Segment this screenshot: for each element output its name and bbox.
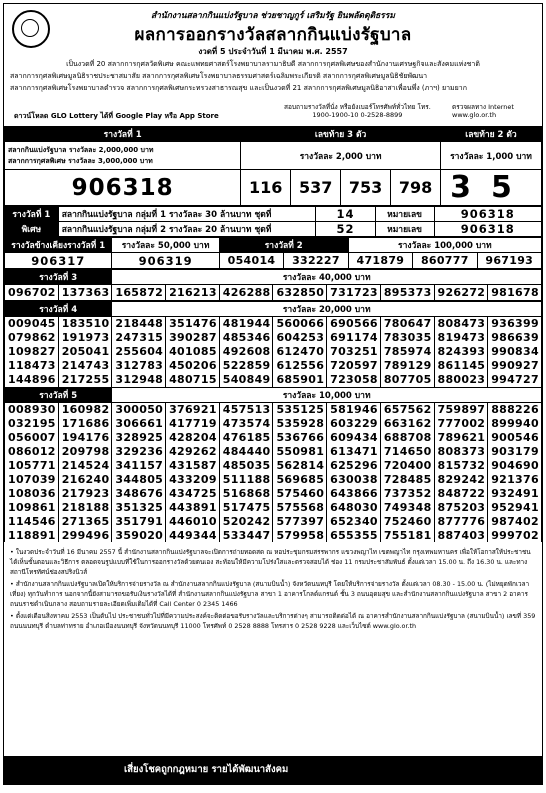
prize-number: 344805	[112, 472, 166, 486]
prize-number: 926272	[434, 285, 488, 301]
prize-number: 428204	[166, 430, 220, 444]
prize3-label: รางวัลที่ 3	[5, 270, 112, 285]
app-promo: ดาวน์โหลด GLO Lottery ได้ที่ Google Play หรือ App Store	[14, 112, 219, 120]
prize-number: 520242	[219, 514, 273, 528]
prize4-table	[4, 301, 542, 387]
prize-number: 652340	[327, 514, 381, 528]
prize-number: 903179	[488, 444, 542, 458]
prize-number: 433209	[166, 472, 220, 486]
prize-number: 752460	[380, 514, 434, 528]
prize-number: 209798	[58, 444, 112, 458]
page-title: ผลการออกรางวัลสลากกินแบ่งรัฐบาล	[134, 25, 412, 45]
prize-number: 009045	[5, 317, 59, 331]
prize-number: 328925	[112, 430, 166, 444]
prize-number: 105771	[5, 458, 59, 472]
prize-number: 575460	[273, 486, 327, 500]
notes-section	[4, 542, 542, 631]
inquiry-box	[284, 103, 431, 119]
special-row2-set: 52	[316, 222, 375, 237]
prize-number: 609434	[327, 430, 381, 444]
prize-number: 312783	[112, 359, 166, 373]
prize-number: 205041	[58, 345, 112, 359]
prize-number: 880023	[434, 373, 488, 387]
prize-number: 999702	[488, 528, 542, 542]
note-item: • ในงวดประจำวันที่ 16 มีนาคม 2557 นี้ สำนักงานสลากกินแบ่งรัฐบาลจะเปิดการถ่ายทอดสด ณ หอประชุมกรมสรรพากร แขวงพญาไท เขตพญาไท กรุงเทพมหานคร เพื่อให้โอกาสให้ประชาชนได้เห็นขั้นตอนและวิธีการ ตลอดจนรูปแบบที่ใช้ในการออกรางวัลด้วยตนเอง สะท้อนให้มีความโปร่งใสและตรวจสอบได้ ช่อง 11 กรมประชาสัมพันธ์ ตั้งแต่เวลา 15.00 น. ถึง 16.30 น. และทางสถานีโทรทัศน์ช่องสปริงนิวส์	[10, 548, 531, 576]
first-prize-amount-b: สลากการกุศลพิเศษ รางวัลละ 3,000,000 บาท	[8, 156, 153, 165]
note-item: • ตั้งแต่เดือนสิงหาคม 2553 เป็นต้นไป ประชาชนทั่วไปที่มีความประสงค์จะติดต่อขอรับรางวัลและบริการต่างๆ สามารถติดต่อได้ ณ อาคารสำนักงานสลากกินแบ่งรัฐบาล (สนามบินน้ำ) เลขที่ 359 ถนนนนทบุรี ตำบลท่าทราย อำเภอเมืองนนทบุรี จังหวัดนนทบุรี 11000 โทรศัพท์ 0 2528 8888 โทรสาร 0 2528 9228 และเว็บไซต์ www.glo.or.th	[10, 612, 536, 630]
prize-number: 731723	[327, 285, 381, 301]
prize-number: 936399	[488, 317, 542, 331]
prize-number: 480715	[166, 373, 220, 387]
inquiry-label: สอบถามรางวัลที่นั่ง หรือยังเบอร์โทรศัพท์ทั่วไทย โทร.	[284, 103, 431, 111]
prize-number: 990834	[488, 345, 542, 359]
prize4-amount: รางวัลละ 20,000 บาท	[112, 302, 542, 317]
prize-number: 657562	[380, 402, 434, 416]
prize-number: 723058	[327, 373, 381, 387]
two-digit-number: 35	[441, 170, 542, 206]
prize-number: 714650	[380, 444, 434, 458]
prize-number: 550981	[273, 444, 327, 458]
special-row1-text: สลากกินแบ่งรัฐบาล กลุ่มที่ 1 รางวัลละ 30 ล้านบาท ชุดที่	[58, 207, 316, 222]
three-digit-label: เลขท้าย 3 ตัว	[241, 127, 441, 142]
prize-number: 485346	[219, 331, 273, 345]
charity-line-2: สลากการกุศลพิเศษมูลนิธิราชประชาสมาสัย สลากการกุศลพิเศษโรงพยาบาลธรรมศาสตร์เฉลิมพระเกียรติ สลากการกุศลพิเศษมูลนิธิชัยพัฒนา	[10, 72, 428, 80]
prize-number: 789621	[434, 430, 488, 444]
prize-number: 577397	[273, 514, 327, 528]
prize-number: 511188	[219, 472, 273, 486]
prize-number: 359020	[112, 528, 166, 542]
prize-number: 299496	[58, 528, 112, 542]
prize-number: 900546	[488, 430, 542, 444]
number-row	[5, 486, 542, 500]
prize-number: 484440	[219, 444, 273, 458]
prize-number: 780647	[380, 317, 434, 331]
prize3-table	[4, 269, 542, 301]
number-row	[5, 458, 542, 472]
prize-number: 032195	[5, 416, 59, 430]
number-row	[5, 373, 542, 387]
number-row	[5, 430, 542, 444]
prize-number: 808473	[434, 317, 488, 331]
number-row	[5, 444, 542, 458]
prize-number: 824393	[434, 345, 488, 359]
prize-number: 481944	[219, 317, 273, 331]
prize-number: 300050	[112, 402, 166, 416]
prize3-amount: รางวัลละ 40,000 บาท	[112, 270, 542, 285]
prize-number: 431587	[166, 458, 220, 472]
note-text: ในงวดประจำวันที่ 16 มีนาคม 2557 นี้ สำนักงานสลากกินแบ่งรัฐบาลจะเปิดการถ่ายทอดสด ณ หอประชุมกรมสรรพากร แขวงพญาไท เขตพญาไท กรุงเทพมหานคร เพื่อให้โอกาสให้ประชาชนได้เห็นขั้นตอนและวิธีการ ตลอดจนรูปแบบที่ใช้ในการออกรางวัลด้วยตนเอง สะท้อนให้มีความโปร่งใสและตรวจสอบได้ ช่อง 11 กรมประชาสัมพันธ์ ตั้งแต่เวลา 15.00 น. ถึง 16.30 น. และทางสถานีโทรทัศน์ช่องสปริงนิวส์	[10, 548, 531, 576]
prize-number: 952941	[488, 500, 542, 514]
note-item: • สำนักงานสลากกินแบ่งรัฐบาลเปิดให้บริการจ่ายรางวัล ณ สำนักงานสลากกินแบ่งรัฐบาล (สนามบินน้ำ) จังหวัดนนทบุรี โดยให้บริการจ่ายรางวัล ตั้งแต่เวลา 08.30 - 15.00 น. (ไม่หยุดพักเวลาเที่ยง) ทุกวันทำการ นอกจากนี้ยังสามารถขอรับเงินรางวัลได้ที่ สำนักงานสลากกินแบ่งรัฐบาล สาขา 1 อาคารโกลด์แกรนด์ ชั้น 3 ถนนอุดมสุข และสำนักงานสลากกินแบ่งรัฐบาล สาขา 2 อาคาร ถนนราชดำเนินกลาง สอบถามรายละเอียดเพิ่มเติมได้ที่ Call Center 0 2345 1466	[10, 580, 530, 608]
prize-number: 216240	[58, 472, 112, 486]
prize-number: 861145	[434, 359, 488, 373]
prize-number: 171686	[58, 416, 112, 430]
prize-number: 191973	[58, 331, 112, 345]
prize-number: 271365	[58, 514, 112, 528]
special-row2-num-label: หมายเลข	[375, 222, 434, 237]
prize-number: 575568	[273, 500, 327, 514]
prize-number: 351791	[112, 514, 166, 528]
prize-number: 247315	[112, 331, 166, 345]
prize-number: 348676	[112, 486, 166, 500]
number-row	[5, 514, 542, 528]
prize-number: 217923	[58, 486, 112, 500]
prize-number: 216213	[166, 285, 220, 301]
prize-number: 218188	[58, 500, 112, 514]
prize-number: 114546	[5, 514, 59, 528]
prize-number: 109827	[5, 345, 59, 359]
three-digit-number: 753	[341, 170, 391, 206]
prize-number: 329236	[112, 444, 166, 458]
web-url[interactable]: www.glo.or.th	[452, 111, 497, 119]
prize-number: 688708	[380, 430, 434, 444]
first-prize-label: รางวัลที่ 1	[5, 127, 241, 142]
prize-number: 390287	[166, 331, 220, 345]
prize-number: 341157	[112, 458, 166, 472]
prize-number: 306661	[112, 416, 166, 430]
inquiry-phone: 1900-1900-10 0-2528-8899	[312, 111, 403, 119]
prize-number: 183510	[58, 317, 112, 331]
nearby-label: รางวัลข้างเคียงรางวัลที่ 1	[5, 238, 112, 253]
prize-number: 457513	[219, 402, 273, 416]
prize-number: 426288	[219, 285, 273, 301]
prize-number: 807705	[380, 373, 434, 387]
prize-number: 630038	[327, 472, 381, 486]
draw-date: งวดที่ 5 ประจำวันที่ 1 มีนาคม พ.ศ. 2557	[198, 47, 348, 56]
number-row	[5, 359, 542, 373]
prize-number: 214524	[58, 458, 112, 472]
footer-slogan: เสี่ยงโชคถูกกฎหมาย รายได้พัฒนาสังคม	[4, 756, 542, 784]
prize-number: 581946	[327, 402, 381, 416]
special-row1-num-label: หมายเลข	[375, 207, 434, 222]
charity-line-1: เป็นงวดที่ 20 สลากการกุศลวัดพิเศษ คณะแพทยศาสตร์โรงพยาบาลรามาธิบดี สลากการกุศลพิเศษของสำนักงานเศรษฐกิจและสังคมแห่งชาติ	[66, 60, 480, 68]
prize-number: 655355	[327, 528, 381, 542]
prize-number: 848722	[434, 486, 488, 500]
prize2-label: รางวัลที่ 2	[219, 238, 348, 253]
prize-number: 108036	[5, 486, 59, 500]
prize-number: 376921	[166, 402, 220, 416]
prize5-table	[4, 387, 542, 543]
prize2-number: 054014	[219, 253, 283, 269]
prize-number: 536766	[273, 430, 327, 444]
two-digit-label: เลขท้าย 2 ตัว	[441, 127, 542, 142]
prize-number: 819473	[434, 331, 488, 345]
three-digit-number: 537	[291, 170, 341, 206]
prize-number: 728485	[380, 472, 434, 486]
prize4-label: รางวัลที่ 4	[5, 302, 112, 317]
prize-number: 932491	[488, 486, 542, 500]
prize2-number: 967193	[477, 253, 541, 269]
org-line: สำนักงานสลากกินแบ่งรัฐบาล ช่วยชาญกูร์ เสริมรัฐ ยินพลัดดุติธรรม	[150, 11, 396, 21]
special-label-a: รางวัลที่ 1	[5, 207, 59, 222]
prize-number: 703251	[327, 345, 381, 359]
prize-number: 194176	[58, 430, 112, 444]
prize-number: 449344	[166, 528, 220, 542]
three-digit-amount: รางวัลละ 2,000 บาท	[241, 142, 441, 170]
prize-number: 351476	[166, 317, 220, 331]
first-prize-amount-a: สลากกินแบ่งรัฐบาล รางวัลละ 2,000,000 บาท	[8, 145, 154, 154]
prize-number: 086012	[5, 444, 59, 458]
prize-number: 107039	[5, 472, 59, 486]
web-box	[452, 103, 514, 119]
special-label-b: พิเศษ	[5, 222, 59, 237]
prize-number: 987402	[488, 514, 542, 528]
prize-number: 887403	[434, 528, 488, 542]
prize-number: 535125	[273, 402, 327, 416]
prize-number: 921376	[488, 472, 542, 486]
prize-number: 214743	[58, 359, 112, 373]
three-digit-number: 116	[241, 170, 291, 206]
nearby-and-second-table	[4, 237, 542, 269]
prize-number: 109861	[5, 500, 59, 514]
prize-number: 777002	[434, 416, 488, 430]
special-row1-set: 14	[316, 207, 375, 222]
three-digit-number: 798	[391, 170, 441, 206]
note-text: ตั้งแต่เดือนสิงหาคม 2553 เป็นต้นไป ประชาชนทั่วไปที่มีความประสงค์จะติดต่อขอรับรางวัลและบริการต่างๆ สามารถติดต่อได้ ณ อาคารสำนักงานสลากกินแบ่งรัฐบาล (สนามบินน้ำ) เลขที่ 359 ถนนนนทบุรี ตำบลท่าทราย อำเภอเมืองนนทบุรี จังหวัดนนทบุรี 11000 โทรศัพท์ 0 2528 8888 โทรสาร 0 2528 9228 และเว็บไซต์ www.glo.or.th	[10, 612, 536, 630]
prize-number: 632850	[273, 285, 327, 301]
prize-number: 829242	[434, 472, 488, 486]
number-row	[5, 528, 542, 542]
prize-number: 685901	[273, 373, 327, 387]
nearby-amount: รางวัลละ 50,000 บาท	[112, 238, 219, 253]
number-row	[5, 317, 542, 331]
special-row1-number: 906318	[434, 207, 541, 222]
prize-number: 783035	[380, 331, 434, 345]
prize-number: 755181	[380, 528, 434, 542]
number-row	[5, 331, 542, 345]
prize-number: 079862	[5, 331, 59, 345]
special-row2-text: สลากกินแบ่งรัฐบาล กลุ่มที่ 2 รางวัลละ 20 ล้านบาท ชุดที่	[58, 222, 316, 237]
prize-number: 785974	[380, 345, 434, 359]
prize-number: 492608	[219, 345, 273, 359]
prize-number: 144896	[5, 373, 59, 387]
prize-number: 118473	[5, 359, 59, 373]
prize-number: 443891	[166, 500, 220, 514]
number-row	[5, 416, 542, 430]
prize-number: 485035	[219, 458, 273, 472]
prize-number: 434725	[166, 486, 220, 500]
prize-number: 118891	[5, 528, 59, 542]
prize-number: 417719	[166, 416, 220, 430]
special-prize-table	[4, 206, 542, 237]
number-row	[5, 472, 542, 486]
prize2-number: 860777	[413, 253, 477, 269]
prize-number: 476185	[219, 430, 273, 444]
prize-number: 522859	[219, 359, 273, 373]
prize-number: 875203	[434, 500, 488, 514]
prize-number: 663162	[380, 416, 434, 430]
prize-number: 815732	[434, 458, 488, 472]
prize2-number: 332227	[284, 253, 348, 269]
prize-number: 569685	[273, 472, 327, 486]
prize-number: 612470	[273, 345, 327, 359]
prize-number: 720400	[380, 458, 434, 472]
header	[4, 4, 542, 126]
first-prize-number: 906318	[5, 170, 241, 206]
top-prizes-table	[4, 126, 542, 206]
prize-number: 429262	[166, 444, 220, 458]
first-prize-amounts	[5, 142, 241, 170]
number-row	[5, 500, 542, 514]
prize-number: 535928	[273, 416, 327, 430]
prize-number: 056007	[5, 430, 59, 444]
prize-number: 888226	[488, 402, 542, 416]
prize2-amount: รางวัลละ 100,000 บาท	[348, 238, 541, 253]
prize-number: 877776	[434, 514, 488, 528]
prize-number: 473574	[219, 416, 273, 430]
number-row	[5, 345, 542, 359]
prize2-number: 471879	[348, 253, 412, 269]
prize-number: 759897	[434, 402, 488, 416]
prize-number: 986639	[488, 331, 542, 345]
prize-number: 533447	[219, 528, 273, 542]
prize-number: 217255	[58, 373, 112, 387]
charity-line-3: สลากการกุศลพิเศษโรงพยาบาลตำรวจ สลากการกุศลพิเศษกระทรวงสาธารณสุข และเป็นงวดที่ 21 สลากการกุศลพิเศษมูลนิธิอาสาเพื่อนพึ่ง (ภาฯ) ยามยาก	[10, 84, 467, 92]
prize-number: 218448	[112, 317, 166, 331]
prize-number: 899940	[488, 416, 542, 430]
prize-number: 137363	[58, 285, 112, 301]
lottery-result-sheet	[3, 3, 543, 785]
prize-number: 737352	[380, 486, 434, 500]
prize-number: 562814	[273, 458, 327, 472]
prize-number: 720597	[327, 359, 381, 373]
prize-number: 904690	[488, 458, 542, 472]
prize-number: 690566	[327, 317, 381, 331]
nearby-number: 906319	[112, 253, 219, 269]
prize-number: 517475	[219, 500, 273, 514]
prize-number: 401085	[166, 345, 220, 359]
two-digit-amount: รางวัลละ 1,000 บาท	[441, 142, 542, 170]
prize-number: 446010	[166, 514, 220, 528]
prize-number: 312948	[112, 373, 166, 387]
prize-number: 604253	[273, 331, 327, 345]
prize-number: 895373	[380, 285, 434, 301]
prize5-amount: รางวัลละ 10,000 บาท	[112, 387, 542, 402]
prize-number: 540849	[219, 373, 273, 387]
prize-number: 165872	[112, 285, 166, 301]
prize-number: 255604	[112, 345, 166, 359]
prize-number: 603229	[327, 416, 381, 430]
prize-number: 613471	[327, 444, 381, 458]
prize-number: 160982	[58, 402, 112, 416]
prize-number: 450206	[166, 359, 220, 373]
special-row2-number: 906318	[434, 222, 541, 237]
prize-number: 516868	[219, 486, 273, 500]
prize-number: 612556	[273, 359, 327, 373]
prize-number: 789129	[380, 359, 434, 373]
prize-number: 096702	[5, 285, 59, 301]
web-label: ตรวจผลทาง Internet	[452, 103, 514, 111]
prize-number: 643866	[327, 486, 381, 500]
prize-number: 994727	[488, 373, 542, 387]
prize-number: 560066	[273, 317, 327, 331]
prize-number: 625296	[327, 458, 381, 472]
prize-number: 579958	[273, 528, 327, 542]
prize-number: 808373	[434, 444, 488, 458]
note-text: สำนักงานสลากกินแบ่งรัฐบาลเปิดให้บริการจ่ายรางวัล ณ สำนักงานสลากกินแบ่งรัฐบาล (สนามบินน้ำ) จังหวัดนนทบุรี โดยให้บริการจ่ายรางวัล ตั้งแต่เวลา 08.30 - 15.00 น. (ไม่หยุดพักเวลาเที่ยง) ทุกวันทำการ นอกจากนี้ยังสามารถขอรับเงินรางวัลได้ที่ สำนักงานสลากกินแบ่งรัฐบาล สาขา 1 อาคารโกลด์แกรนด์ ชั้น 3 ถนนอุดมสุข และสำนักงานสลากกินแบ่งรัฐบาล สาขา 2 อาคาร ถนนราชดำเนินกลาง สอบถามรายละเอียดเพิ่มเติมได้ที่ Call Center 0 2345 1466	[10, 580, 530, 608]
number-row	[5, 402, 542, 416]
prize-number: 648030	[327, 500, 381, 514]
prize-number: 749348	[380, 500, 434, 514]
prize5-label: รางวัลที่ 5	[5, 387, 112, 402]
prize-number: 008930	[5, 402, 59, 416]
nearby-number: 906317	[5, 253, 112, 269]
prize-number: 351325	[112, 500, 166, 514]
prize-number: 691174	[327, 331, 381, 345]
prize-number: 990927	[488, 359, 542, 373]
prize-number: 981678	[488, 285, 542, 301]
